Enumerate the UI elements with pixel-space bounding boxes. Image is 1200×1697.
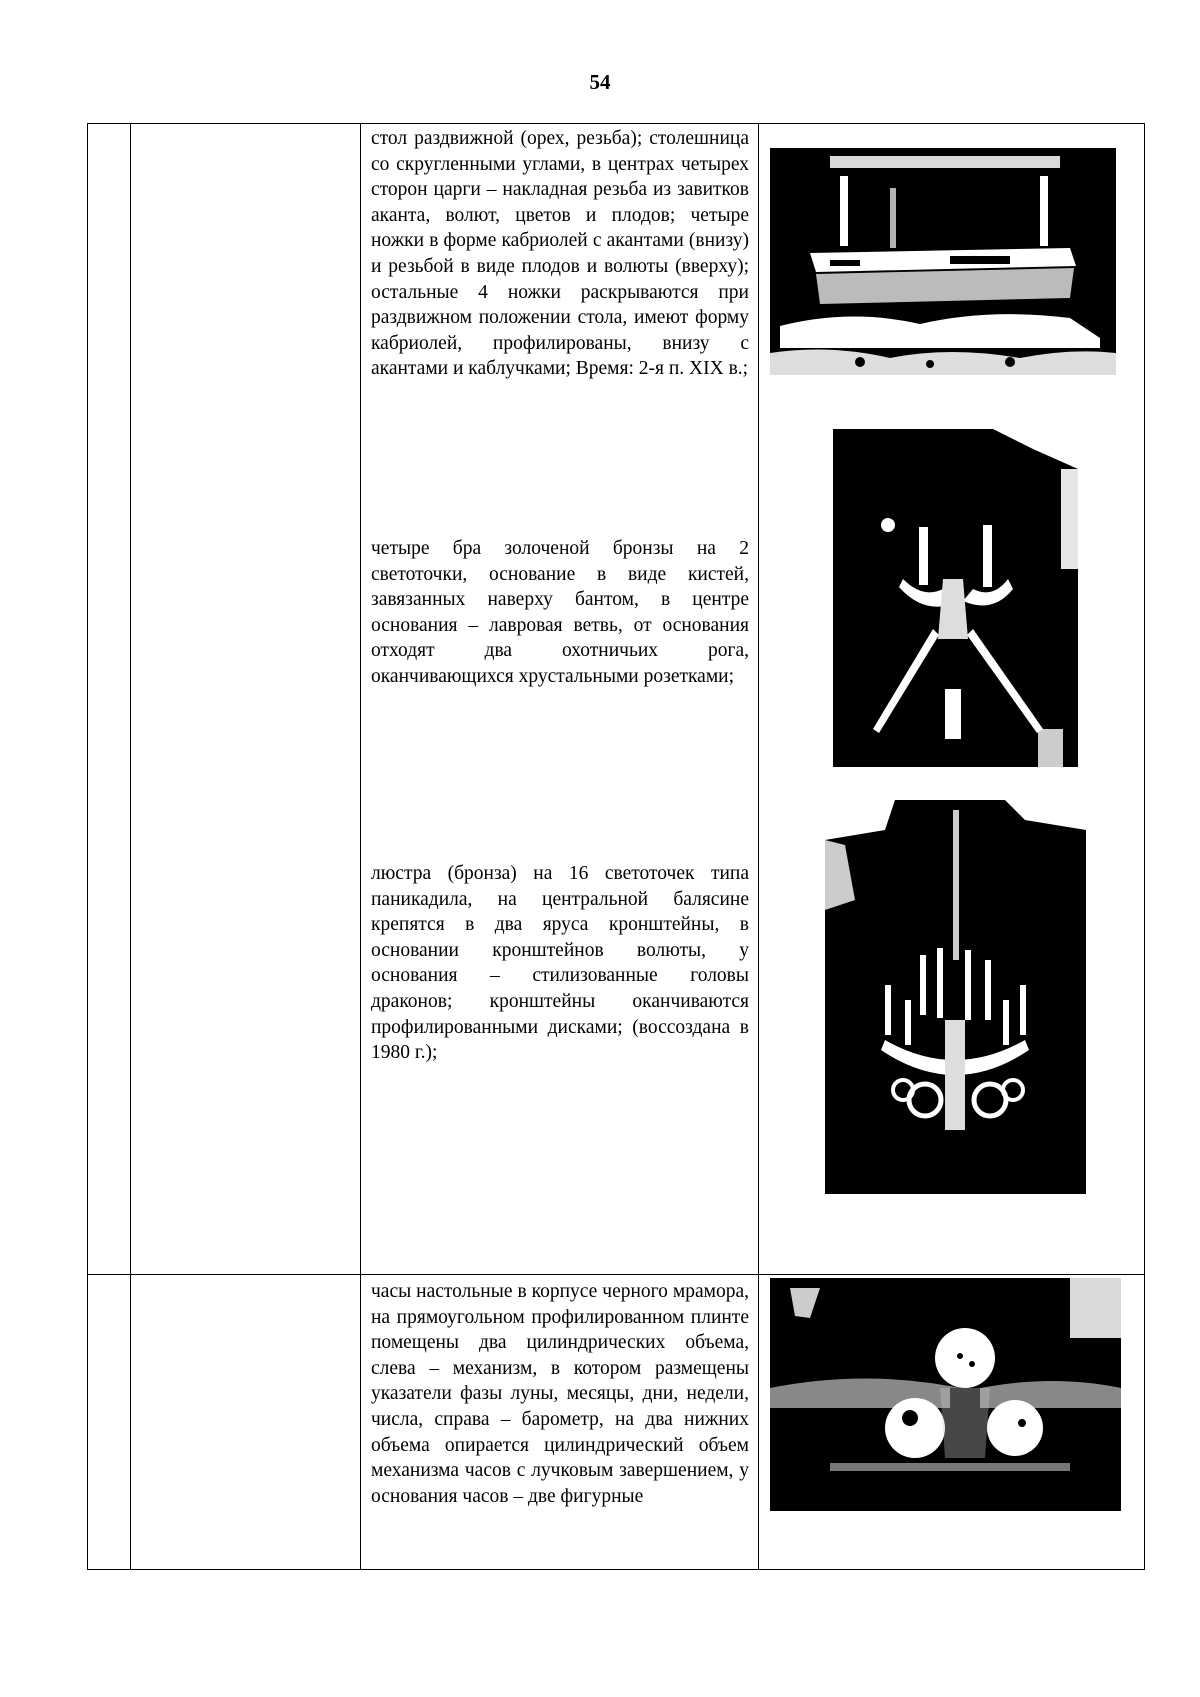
number-cell	[88, 124, 131, 1275]
page-number: 54	[589, 70, 611, 94]
photo-chandelier	[825, 800, 1086, 1194]
photo-clock	[770, 1278, 1121, 1511]
table-row	[88, 124, 1145, 1275]
item-description-sconce: четыре бра золоченой бронзы на 2 светоточки, основание в виде кистей, завязанных наверху бантом, в центре основания – лавровая ветвь, от основания отходят два охотничьих рога, оканчивающихся хрустальными розетками;	[371, 538, 749, 687]
name-cell	[131, 124, 361, 1275]
description-cell	[361, 124, 759, 1275]
item-description-chandelier: люстра (бронза) на 16 светоточек типа паникадила, на центральной балясине крепятся в два яруса кронштейны, в основании кронштейнов волюты, у основания – стилизованные головы драконов; кронштейны оканчиваются профилированными дисками; (воссоздана в 1980 г.);	[371, 863, 749, 1064]
number-cell	[88, 1275, 131, 1570]
description-cell	[361, 1275, 759, 1570]
item-description-table: стол раздвижной (орех, резьба); столешница со скругленными углами, в центрах четырех сторон царги – накладная резьба из завитков аканта, волют, цветов и плодов; четыре ножки в форме кабриолей с акантами (внизу) и резьбой в виде плодов и волюты (вверху); остальные 4 ножки раскрываются при раздвижном положении стола, имеют форму кабриолей, профилированы, внизу с акантами и каблучками; Время: 2-я п. XIX в.;	[371, 128, 749, 380]
name-cell	[131, 1275, 361, 1570]
photo-cell	[759, 124, 1145, 1275]
photo-table	[770, 148, 1116, 375]
table-row	[88, 1275, 1145, 1570]
item-description-clock: часы настольные в корпусе черного мрамора, на прямоугольном профилированном плинте помещены два цилиндрических объема, слева – механизм, в котором размещены указатели фазы луны, месяцы, дни, недели, числа, справа – барометр, на два нижних объема опирается цилиндрический объем механизма часов с лучковым завершением, у основания часов – две фигурные	[371, 1281, 749, 1507]
photo-cell	[759, 1275, 1145, 1570]
photo-sconce	[833, 429, 1078, 767]
inventory-table	[87, 123, 1145, 1570]
